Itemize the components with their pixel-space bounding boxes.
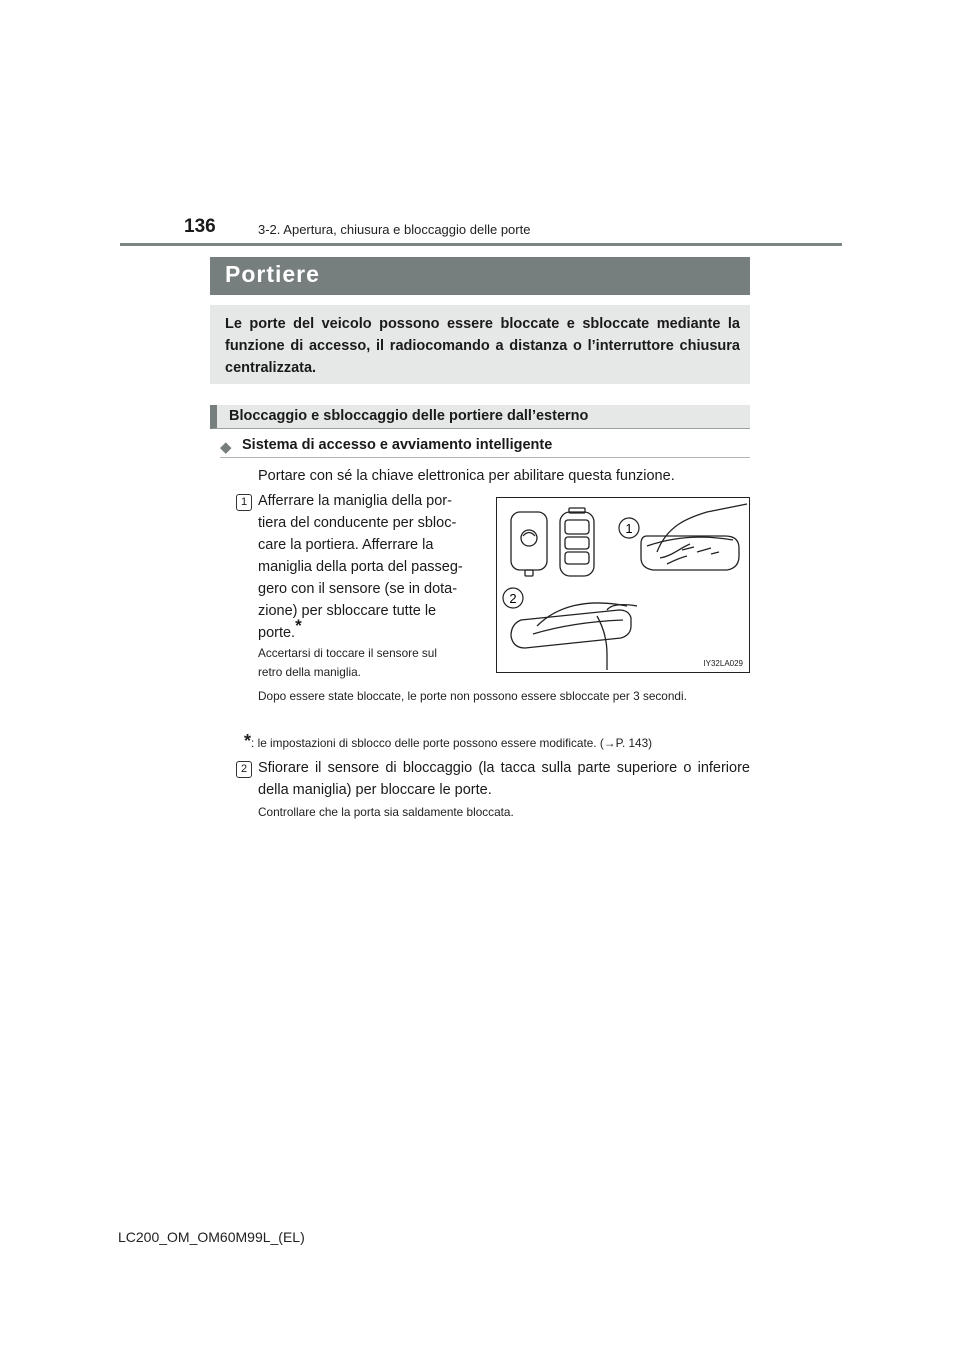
diamond-bullet-icon: ◆ bbox=[220, 439, 232, 456]
footer-code: LC200_OM_OM60M99L_(EL) bbox=[118, 1229, 305, 1245]
step1-line: maniglia della porta del passeg- bbox=[258, 559, 463, 575]
callout-label-2: 2 bbox=[509, 591, 517, 606]
subsection-title: Bloccaggio e sbloccaggio delle portiere dall’esterno bbox=[229, 408, 589, 424]
subsection-heading bbox=[210, 405, 750, 429]
page-number: 136 bbox=[184, 216, 216, 237]
title-bar bbox=[210, 257, 750, 295]
section-title: 3-2. Apertura, chiusura e bloccaggio delle porte bbox=[258, 222, 531, 237]
page-title: Portiere bbox=[225, 261, 320, 287]
intro-text: Le porte del veicolo possono essere bloccate e sbloccate mediante la funzione di accesso, il radiocomando a distanza o l’interruttore chiusura centralizzata. bbox=[225, 316, 740, 376]
callout-label-1: 1 bbox=[625, 521, 633, 536]
step1-note2: Dopo essere state bloccate, le porte non possono essere sbloccate per 3 secondi. bbox=[258, 689, 687, 703]
figure bbox=[496, 497, 750, 673]
step2-text: Sfiorare il sensore di bloccaggio (la tacca sulla parte superiore o inferiore della maniglia) per bloccare le porte. bbox=[258, 760, 750, 798]
step1-line: zione) per sbloccare tutte le bbox=[258, 603, 437, 619]
lead-text: Portare con sé la chiave elettronica per abilitare questa funzione. bbox=[258, 468, 675, 484]
step1-line: gero con il sensore (se in dota- bbox=[258, 581, 458, 597]
figure-code: IY32LA029 bbox=[703, 659, 743, 668]
step1-line: care la portiera. Afferrare la bbox=[258, 537, 434, 553]
intro-box bbox=[210, 305, 750, 384]
step1-line: Afferrare la maniglia della por- bbox=[258, 493, 452, 509]
footnote-mark: * bbox=[244, 731, 252, 751]
step-number-1: 1 bbox=[236, 494, 252, 511]
step1-note1: Accertarsi di toccare il sensore sul retro della maniglia. bbox=[258, 646, 437, 679]
smart-key-door-handle-illustration bbox=[497, 498, 749, 672]
step-number-2: 2 bbox=[236, 761, 252, 778]
item-heading: Sistema di accesso e avviamento intelligente bbox=[242, 437, 553, 453]
asterisk-mark: * bbox=[295, 616, 302, 636]
header-rule bbox=[120, 243, 842, 246]
footnote bbox=[244, 732, 764, 753]
step1-line: tiera del conducente per sbloc- bbox=[258, 515, 457, 531]
item-rule bbox=[220, 457, 750, 458]
step2-note: Controllare che la porta sia saldamente bloccata. bbox=[258, 805, 514, 819]
step1-last-line: porte.* bbox=[258, 616, 302, 641]
footnote-text: : le impostazioni di sblocco delle porte possono essere modificate. (→P. 143) bbox=[251, 736, 653, 750]
step1-text bbox=[258, 490, 478, 644]
